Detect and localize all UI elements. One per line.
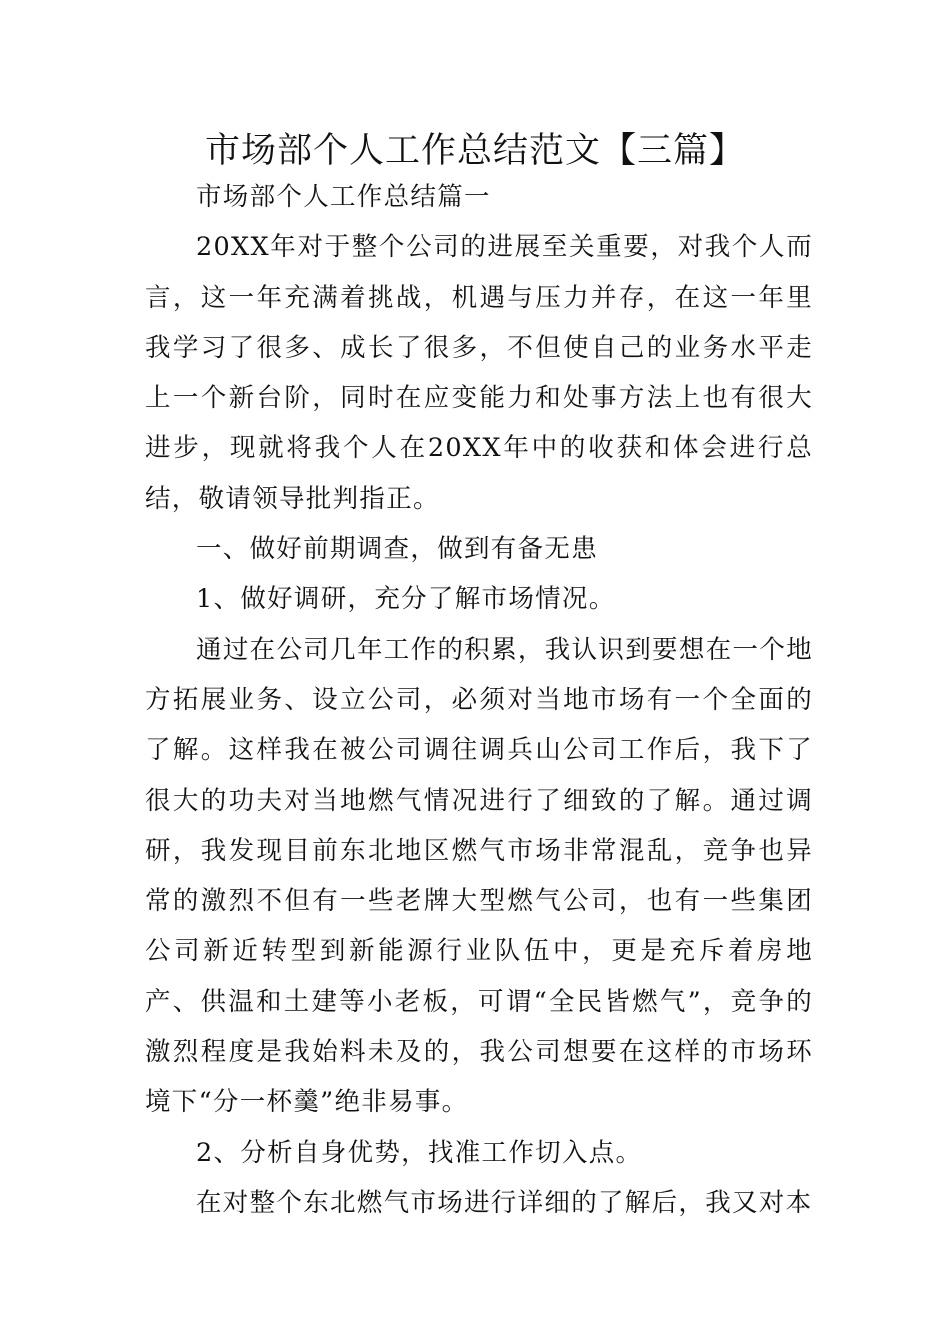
body-paragraph: 在对整个东北燃气市场进行详细的了解后，我又对本: [196, 1187, 813, 1218]
section-heading: 市场部个人工作总结篇一: [196, 182, 491, 212]
list-item-heading: 2、分析自身优势，找准工作切入点。: [196, 1137, 643, 1168]
list-item-heading: 1、做好调研，充分了解市场情况。: [196, 584, 616, 615]
document-title: 市场部个人工作总结范文【三篇】: [204, 131, 745, 171]
body-paragraph: 通过在公司几年工作的积累，我认识到要想在一个地方拓展业务、设立公司，必须对当地市场有一个全面的了解。这样我在被公司调往调兵山公司工作后，我下了很大的功夫对当地燃气情况进行了细致的了解。通过调研，我发现目前东北地区燃气市场非常混乱，竞争也异常的激烈不但有一些老牌大型燃气公司，也有一些集团公司新近转型到新能源行业队伍中，更是充斥着房地产、供温和土建等小老板，可谓“全民皆燃气”，竞争的激烈程度是我始料未及的，我公司想要在这样的市场环境下“分一杯羹”绝非易事。: [145, 634, 813, 1118]
document-body: [145, 172, 813, 1228]
body-paragraph: 20XX年对于整个公司的进展至关重要，对我个人而言，这一年充满着挑战，机遇与压力并存，在这一年里我学习了很多、成长了很多，不但使自己的业务水平走上一个新台阶，同时在应变能力和处事方法上也有很大进步，现就将我个人在20XX年中的收获和体会进行总结，敬请领导批判指正。: [145, 232, 813, 514]
subsection-heading: 一、做好前期调查，做到有备无患: [196, 534, 599, 565]
